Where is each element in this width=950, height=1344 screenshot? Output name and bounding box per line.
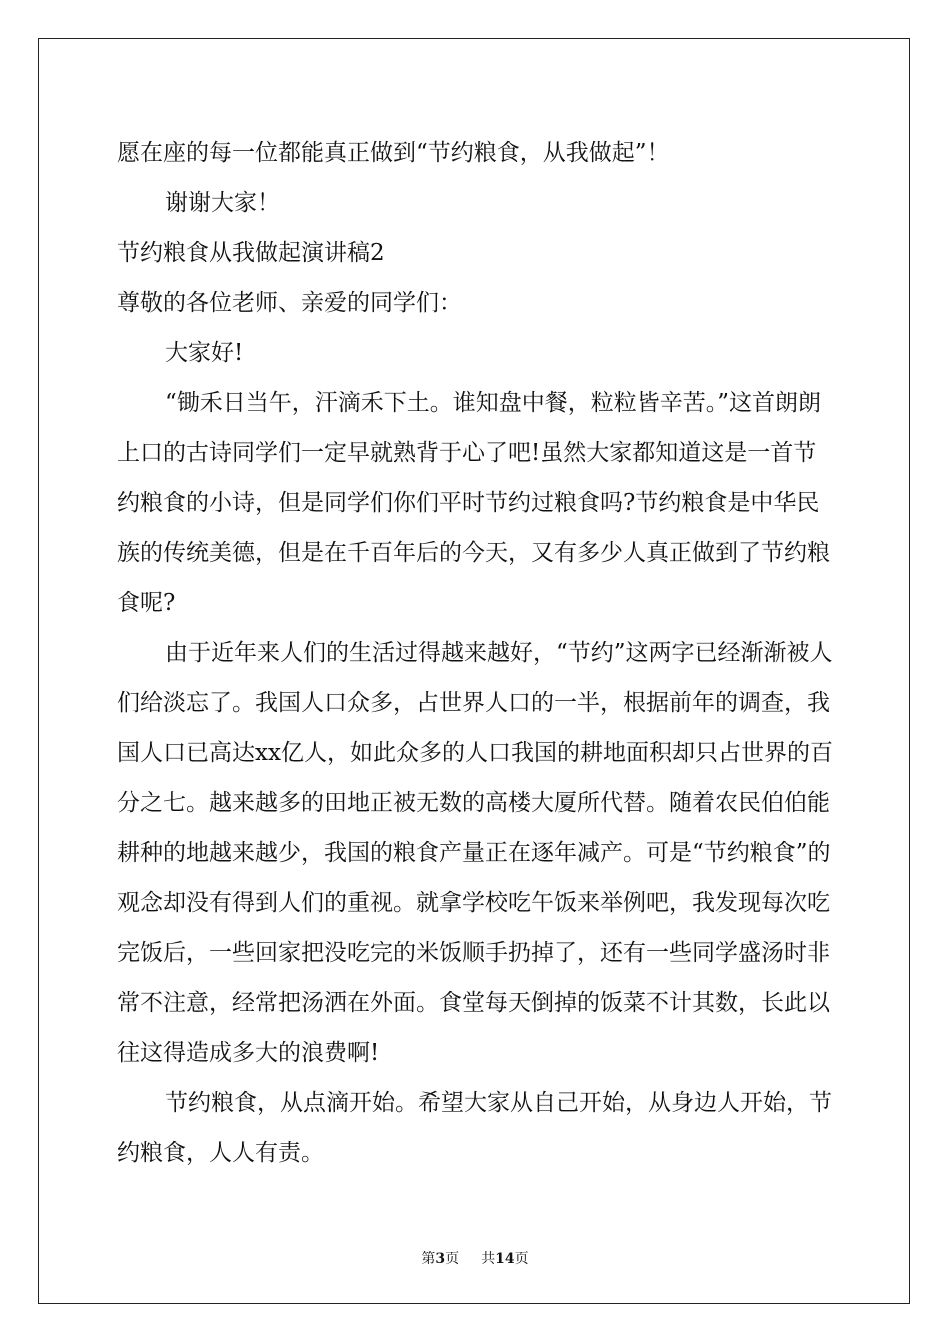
footer-total-prefix: 共 <box>481 1251 496 1267</box>
section-title: 节约粮食从我做起演讲稿2 <box>117 240 385 266</box>
paragraph-conclusion: 节约粮食，从点滴开始。希望大家从自己开始，从身边人开始，节约粮食，人人有责。 <box>117 1090 832 1166</box>
document-body <box>117 128 837 1178</box>
footer-page-prefix: 第 <box>421 1251 436 1267</box>
page-footer <box>0 1248 950 1268</box>
paragraph-poem: “锄禾日当午，汗滴禾下土。谁知盘中餐，粒粒皆辛苦。”这首朗朗上口的古诗同学们一定早就熟背于心了吧!虽然大家都知道这是一首节约粮食的小诗，但是同学们你们平时节约过粮食吗?节约粮食是中华民族的传统美德，但是在千百年后的今天，又有多少人真正做到了节约粮食呢? <box>117 390 830 616</box>
footer-total-pages: 14 <box>495 1251 515 1267</box>
footer-page-number: 3 <box>435 1251 446 1267</box>
paragraph-closing-wish: 愿在座的每一位都能真正做到“节约粮食，从我做起”！ <box>117 140 670 166</box>
paragraph-body: 由于近年来人们的生活过得越来越好，“节约”这两字已经渐渐被人们给淡忘了。我国人口众多，占世界人口的一半，根据前年的调查，我国人口已高达xx亿人，如此众多的人口我国的耕地面积却只占世界的百分之七。越来越多的田地正被无数的高楼大厦所代替。随着农民伯伯能耕种的地越来越少，我国的粮食产量正在逐年减产。可是“节约粮食”的观念却没有得到人们的重视。就拿学校吃午饭来举例吧，我发现每次吃完饭后，一些回家把没吃完的米饭顺手扔掉了，还有一些同学盛汤时非常不注意，经常把汤洒在外面。食堂每天倒掉的饭菜不计其数，长此以往这得造成多大的浪费啊! <box>117 640 833 1066</box>
paragraph-salutation: 尊敬的各位老师、亲爱的同学们： <box>117 290 462 316</box>
paragraph-thanks: 谢谢大家！ <box>165 190 280 216</box>
footer-total-suffix: 页 <box>514 1251 529 1267</box>
paragraph-greeting: 大家好! <box>165 340 244 366</box>
footer-page-suffix: 页 <box>445 1251 460 1267</box>
